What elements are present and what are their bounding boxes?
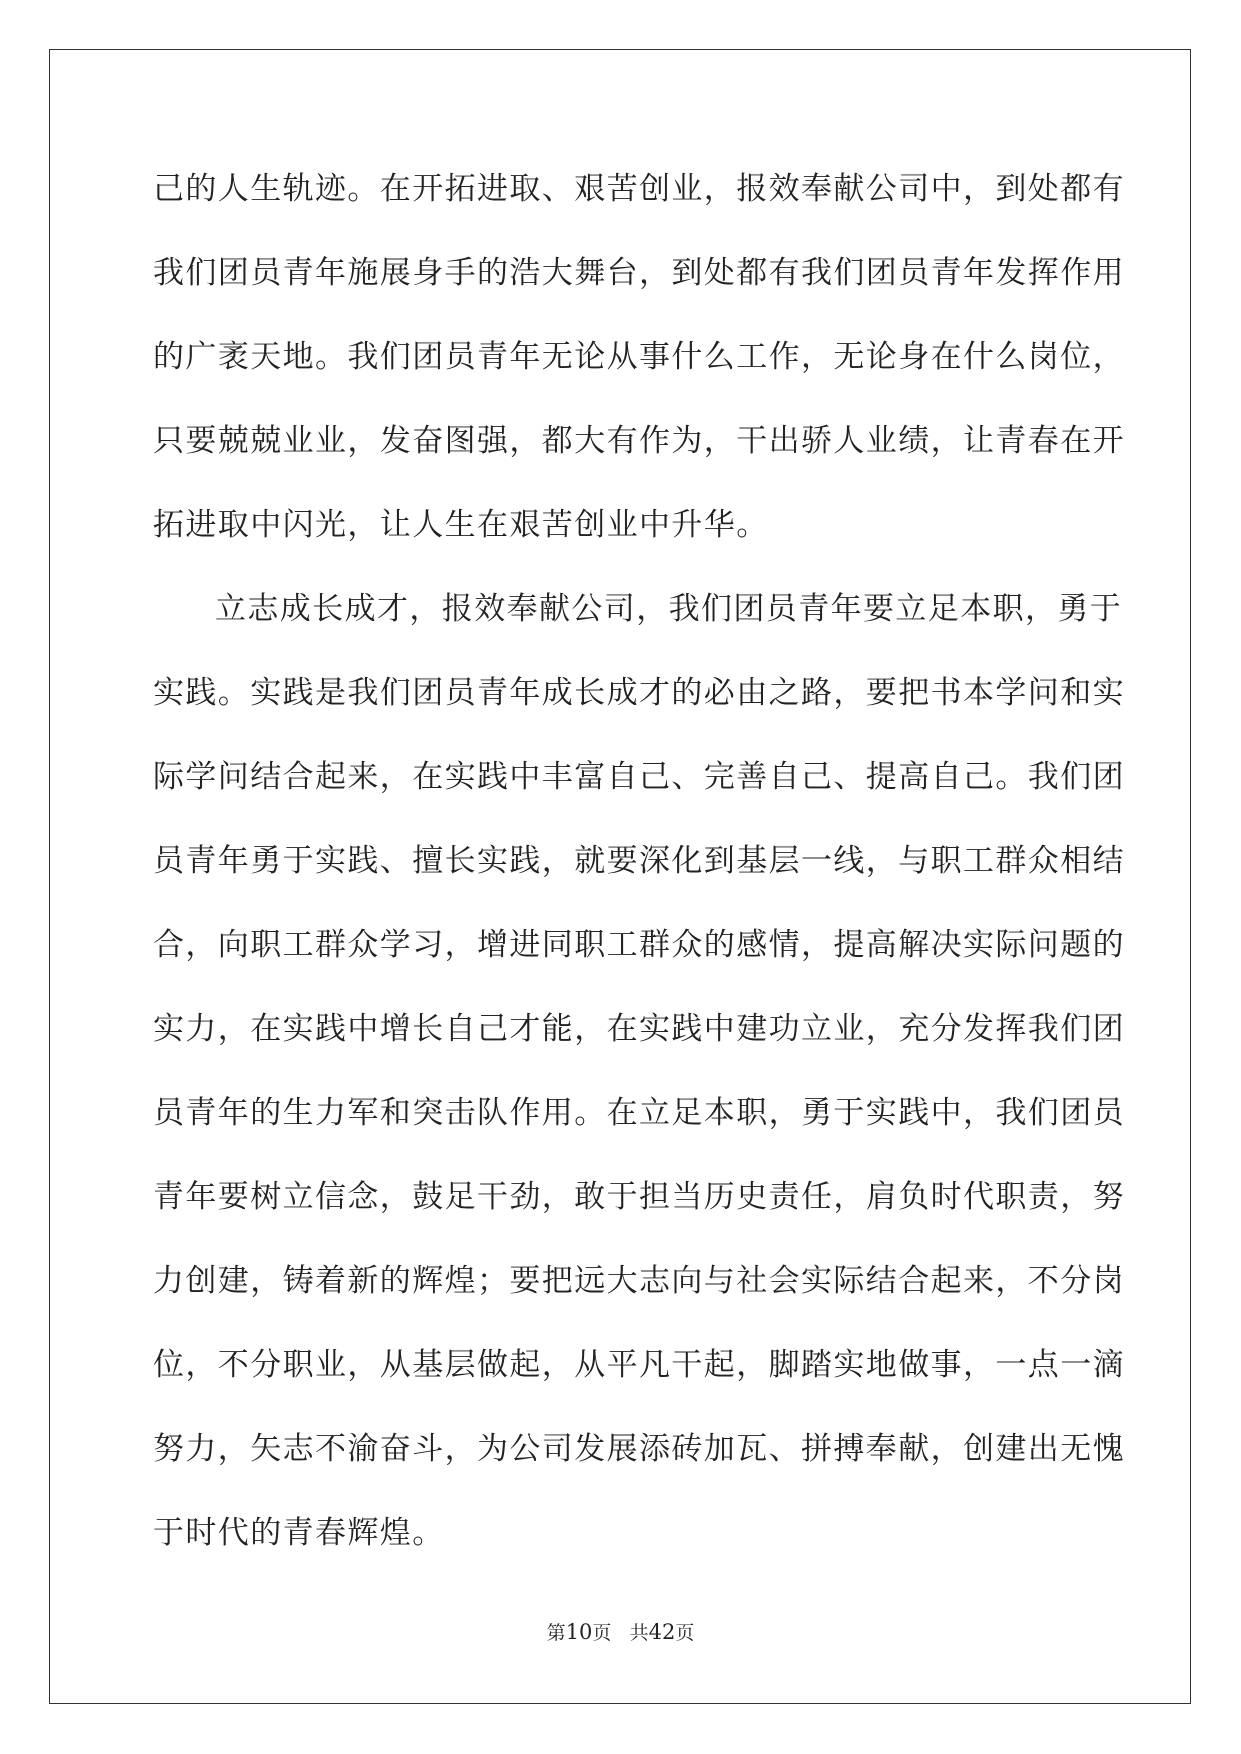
text-line: 拓进取中闪光，让人生在艰苦创业中升华。: [153, 507, 769, 543]
text-line: 青年要树立信念，鼓足干劲，敢于担当历史责任，肩负时代职责，努: [153, 1179, 1125, 1215]
total-prefix: 共: [629, 1622, 649, 1644]
text-line: 立志成长成才，报效奉献公司，我们团员青年要立足本职，勇于: [215, 591, 1123, 627]
text-line: 实践。实践是我们团员青年成长成才的必由之路，要把书本学问和实: [153, 675, 1125, 711]
text-line: 我们团员青年施展身手的浩大舞台，到处都有我们团员青年发挥作用: [153, 255, 1125, 291]
text-line: 只要兢兢业业，发奋图强，都大有作为，干出骄人业绩，让青春在开: [153, 423, 1125, 459]
text-line: 的广袤天地。我们团员青年无论从事什么工作，无论身在什么岗位，: [153, 339, 1125, 375]
document-body: [153, 147, 1125, 1575]
text-line: 合，向职工群众学习，增进同职工群众的感情，提高解决实际问题的: [153, 927, 1125, 963]
text-line: 努力，矢志不渝奋斗，为公司发展添砖加瓦、拼搏奉献，创建出无愧: [153, 1431, 1125, 1467]
page-suffix: 页: [592, 1622, 612, 1644]
text-line: 际学问结合起来，在实践中丰富自己、完善自己、提高自己。我们团: [153, 759, 1125, 795]
text-line: 员青年的生力军和突击队作用。在立足本职，勇于实践中，我们团员: [153, 1095, 1125, 1131]
text-line: 于时代的青春辉煌。: [153, 1515, 445, 1551]
text-line: 己的人生轨迹。在开拓进取、艰苦创业，报效奉献公司中，到处都有: [153, 171, 1125, 207]
text-line: 位，不分职业，从基层做起，从平凡干起，脚踏实地做事，一点一滴: [153, 1347, 1125, 1383]
page-footer: [0, 1618, 1241, 1645]
text-line: 力创建，铸着新的辉煌；要把远大志向与社会实际结合起来，不分岗: [153, 1263, 1125, 1299]
current-page-number: 10: [565, 1620, 593, 1644]
text-line: 员青年勇于实践、擅长实践，就要深化到基层一线，与职工群众相结: [153, 843, 1125, 879]
total-pages-number: 42: [648, 1620, 676, 1644]
total-suffix: 页: [675, 1622, 695, 1644]
page-prefix: 第: [546, 1622, 566, 1644]
text-line: 实力，在实践中增长自己才能，在实践中建功立业，充分发挥我们团: [153, 1011, 1125, 1047]
